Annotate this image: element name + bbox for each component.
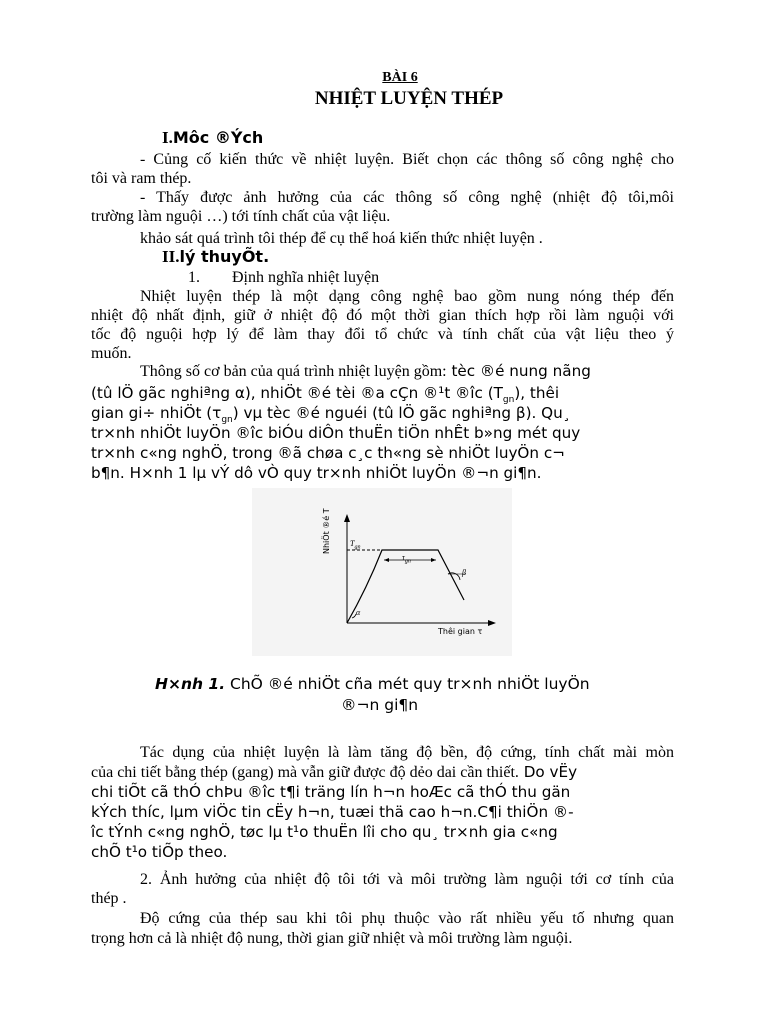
section-1-line-1: - Củng cố kiến thức về nhiệt luyện. Biết chọn các thông số công nghệ cho — [140, 151, 674, 168]
para2-line-6: b¶n. H×nh 1 lµ vÝ dô vÒ quy tr×nh nhiÖt luyÖn ®¬n gi¶n. — [91, 464, 542, 482]
para2-line-4: tr×nh nhiÖt luyÖn ®îc biÓu diÔn thuËn tiÖn nhÊt b»ng mét quy — [91, 424, 581, 442]
para3-line-5: îc tÝnh c«ng nghÖ, tøc lµ t¹o thuËn lîi cho qu¸ tr×nh gia c«ng — [91, 823, 558, 841]
para1-line-2: nhiệt độ nhất định, giữ ở nhiệt độ đó một thời gian thích hợp rồi làm nguội với — [91, 307, 674, 324]
para4-line-2: trọng hơn cả là nhiệt độ nung, thời gian giữ nhiệt và môi trường làm nguội. — [91, 930, 573, 947]
x-axis-arrow — [488, 620, 496, 626]
section-1-line-4: trường làm nguội …) tới tính chất của vật liệu. — [91, 208, 391, 225]
section-2-2-line-2: thép . — [91, 890, 127, 907]
para2-line-1: Thông số cơ bản của quá trình nhiệt luyện gồm: tèc ®é nung nãng — [140, 362, 591, 380]
section-1-line-5: khảo sát quá trình tôi thép để cụ thể hoá kiến thức nhiệt luyện . — [140, 230, 543, 247]
para1-line-3: tốc độ nguội hợp lý để làm thay đổi tổ chức và tính chất của vật liệu theo ý — [91, 326, 674, 343]
figure-1 — [252, 488, 512, 656]
para2-line-5: tr×nh c«ng nghÖ, trong ®ã chøa c¸c th«ng sè nhiÖt luyÖn c¬ — [91, 444, 565, 462]
lesson-number: BÀI 6 — [382, 70, 418, 85]
section-1-line-2: tôi và ram thép. — [91, 170, 192, 187]
section-2-heading: II.lý thuyÕt. — [162, 247, 270, 266]
x-axis-label: Thêi gian τ — [438, 627, 483, 636]
alpha-label: α — [356, 608, 361, 617]
section-1-heading: I.Môc ®Ých — [162, 128, 264, 147]
para3-line-4: kÝch thíc, lµm viÖc tin cËy h¬n, tuæi thä cao h¬n.C¶i thiÖn ®- — [91, 803, 574, 821]
para2-line-3: gian gi÷ nhiÖt $(\tau_{gn})$ vµ tèc ®é nguéi (tû lÖ gãc nghiªng β). Qu¸ — [91, 404, 571, 426]
page-title: NHIỆT LUYỆN THÉP — [314, 88, 504, 109]
section-1-line-3: - Thấy được ảnh hưởng của các thông số công nghệ (nhiệt độ tôi,môi — [140, 189, 674, 206]
para1-line-4: muốn. — [91, 345, 132, 362]
beta-label: β — [462, 568, 466, 577]
para4-line-1: Độ cứng của thép sau khi tôi phụ thuộc vào rất nhiều yếu tố nhưng quan — [140, 910, 674, 927]
item-1-number: 1. — [188, 269, 200, 286]
para3-line-3: chi tiÕt cã thÓ chÞu ®îc t¶i träng lín h¬n hoÆc cã thÓ thu gän — [91, 783, 571, 801]
y-axis-label: NhiÖt ®é T — [322, 508, 331, 554]
section-2-2-line-1: 2. Ảnh hưởng của nhiệt độ tôi tới và môi trường làm nguội tới cơ tính của — [140, 871, 674, 888]
para1-line-1: Nhiệt luyện thép là một dạng công nghệ bao gồm nung nóng thép đến — [140, 288, 674, 305]
para3-line-2: của chi tiết bằng thép (gang) mà vẫn giữ được độ dẻo dai cần thiết. Do vËy — [91, 763, 578, 781]
item-1-title: Định nghĩa nhiệt luyện — [232, 269, 380, 286]
tgn-label: $T_{gn}$ — [350, 539, 361, 551]
figure-caption-line-2: ®¬n gi¶n — [341, 696, 419, 714]
para3-line-6: chÕ t¹o tiÕp theo. — [91, 843, 228, 861]
para2-line-2: (tû lÖ gãc nghiªng α), nhiÖt ®é tèi ®a cÇn ®¹t ®îc $(T_{gn})$, thêi — [91, 384, 560, 406]
figure-caption-line-1: H×nh 1. ChÕ ®é nhiÖt cña mét quy tr×nh nhiÖt luyÖn — [155, 675, 590, 693]
y-axis-arrow — [344, 514, 350, 522]
para3-line-1: Tác dụng của nhiệt luyện là làm tăng độ bền, độ cứng, tính chất mài mòn — [140, 744, 674, 761]
tau-label: $\tau_{gn}$ — [402, 553, 411, 565]
